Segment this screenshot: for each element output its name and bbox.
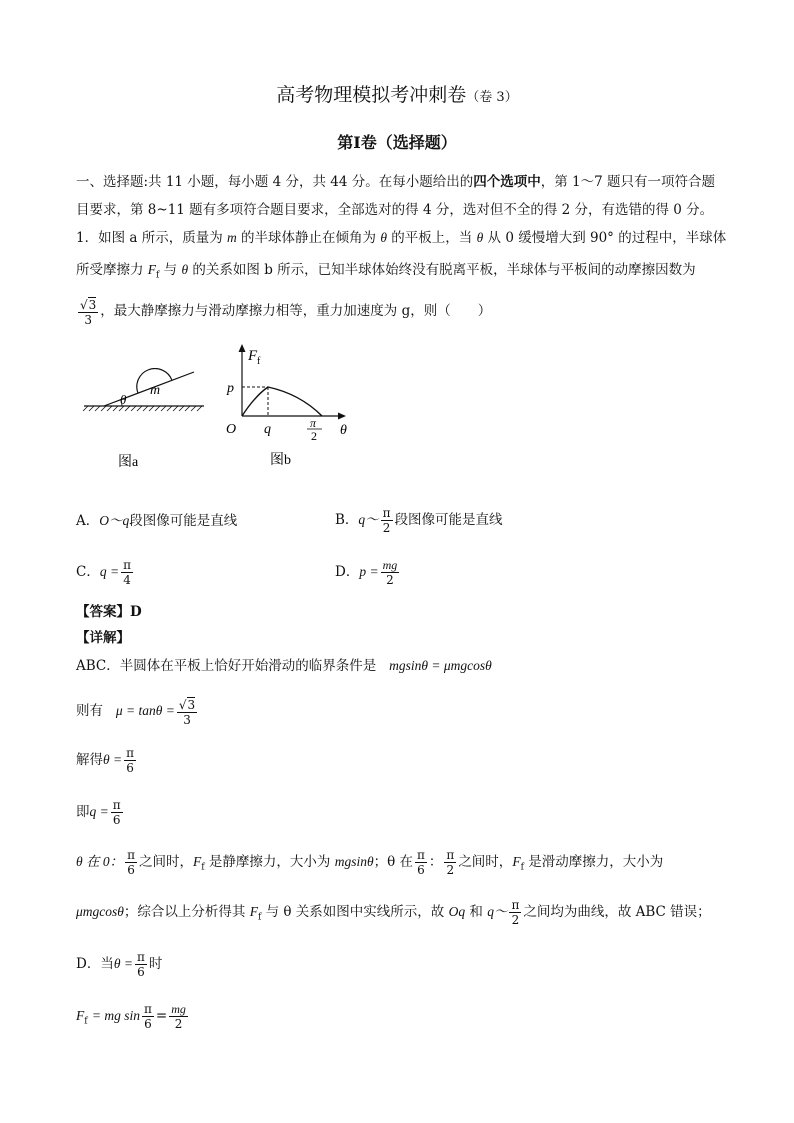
q-var-theta: θ: [476, 230, 484, 245]
var-f-sub: f: [257, 912, 262, 923]
frac-den: 2: [511, 913, 520, 927]
frac-num: π: [136, 950, 145, 964]
var-F: F: [249, 904, 258, 919]
option-c-text: q =: [99, 564, 120, 579]
solution-text: 即: [76, 804, 90, 820]
option-a[interactable]: [76, 511, 237, 531]
frac-den: 6: [127, 863, 135, 877]
frac-mg-2: [169, 1002, 188, 1031]
fig-a-theta-label: θ: [120, 392, 127, 407]
frac-num: π: [112, 798, 121, 812]
frac-pi-6: [142, 1002, 154, 1031]
solution-text: θ 在 0：: [76, 854, 124, 869]
frac-pi-2: [509, 898, 521, 927]
solution-theta-eq: θ =: [113, 956, 133, 971]
frac-num: π: [446, 848, 455, 862]
option-d-prefix: D．: [335, 564, 360, 580]
frac-num: π: [144, 1002, 152, 1016]
solution-equals: =: [155, 1008, 168, 1024]
frac-den: 6: [417, 863, 425, 877]
fig-b-q-label: q: [264, 422, 271, 437]
frac-den: 2: [386, 573, 394, 587]
solution-text: ；综合以上分析得其: [123, 904, 250, 920]
q-text: 1．如图 a 所示，质量为: [76, 230, 228, 246]
detail-label: 【详解】: [76, 630, 130, 646]
option-b-frac: [381, 506, 393, 535]
option-a-prefix: A．: [76, 513, 100, 529]
q-text: ，最大静摩擦力与滑动摩擦力相等，重力加速度为 g，则（ ）: [100, 303, 492, 319]
solution-text: 之间均为曲线，故 ABC 错误；: [523, 904, 711, 920]
solution-text: ：: [428, 854, 443, 870]
solution-mu-line: [76, 694, 199, 728]
q-text: 与: [159, 262, 182, 278]
solution-q-frac: [111, 798, 123, 827]
var-F: F: [193, 854, 202, 869]
solution-text: 是静摩擦力，大小为: [204, 854, 335, 870]
frac-den: 6: [137, 965, 145, 979]
instructions-text: ，第 1～7 题只有一项符合题: [540, 174, 716, 190]
solution-text: D．当: [76, 956, 114, 972]
frac-num: π: [382, 506, 391, 520]
frac-den: 6: [144, 1017, 152, 1031]
option-b-range: q～: [358, 512, 379, 527]
solution-abc-line: [76, 656, 492, 676]
mu-numerator: 3: [88, 297, 97, 312]
option-d-frac: [381, 558, 400, 587]
solution-text: 与 θ 关系如图中实线所示，故: [261, 904, 449, 920]
frac-den: 6: [112, 813, 121, 827]
q-text: 从 0 缓慢增大到 90° 的过程中，半球体: [483, 230, 727, 246]
solution-ff-line: [76, 1000, 190, 1038]
frac-den: 2: [446, 863, 455, 877]
option-b-prefix: B．: [335, 512, 359, 528]
frac-num: mg: [382, 558, 398, 572]
mu-denominator: 3: [84, 312, 92, 327]
frac-pi-6: [135, 950, 147, 979]
fig-b-p-label: p: [227, 381, 234, 396]
solution-mu-eq: μ = tanθ =: [115, 703, 175, 718]
q-var-m: m: [227, 230, 237, 245]
fig-b-x-arrow: [338, 413, 346, 420]
option-c-frac: [121, 558, 133, 587]
solution-oq: Oq: [448, 904, 466, 919]
section-heading: 第Ⅰ卷（选择题）: [337, 133, 457, 152]
answer-label: 【答案】D: [76, 604, 142, 620]
q-text: 的关系如图 b 所示，已知半球体始终没有脱离平板，半球体与平板间的动摩擦因数为: [188, 262, 696, 278]
option-c-prefix: C．: [76, 564, 100, 580]
q-text: 的半球体静止在倾角为: [236, 230, 381, 246]
fig-a-hatch: [83, 406, 202, 411]
solution-text: ；θ 在: [373, 854, 414, 870]
fig-a-incline: [104, 372, 194, 406]
fig-b-pi-label: π: [310, 416, 317, 430]
frac-den: 2: [382, 521, 391, 535]
q-var-theta: θ: [181, 262, 189, 277]
frac-num: π: [511, 898, 520, 912]
solution-para-1: [76, 846, 663, 884]
solution-q-line: [76, 796, 125, 828]
instructions-bold: 四个选项中: [473, 174, 541, 190]
frac-den: 3: [183, 712, 191, 727]
fig-b-origin-label: O: [226, 422, 237, 437]
instructions-line-2: 目要求，第 8~11 题有多项符合题目要求，全部选对的得 4 分，选对但不全的得 2 分，有选错的得 0 分。: [76, 202, 714, 218]
solution-text: ABC．半圆体在平板上恰好开始滑动的临界条件是: [76, 658, 377, 674]
frac-num: mg: [171, 1002, 186, 1016]
solution-ff-eq: = mg sin: [91, 1008, 141, 1023]
figure-b: [222, 342, 362, 468]
frac-num: π: [123, 558, 131, 572]
frac-den: 2: [174, 1017, 183, 1031]
fig-a-mass-label: m: [150, 383, 161, 398]
fig-b-two-label: 2: [311, 429, 317, 443]
frac-num: π: [127, 848, 136, 862]
frac-num: π: [126, 746, 135, 760]
frac-pi-6: [125, 848, 137, 877]
solution-mu-frac: $\frac{√3}{3}$: [178, 697, 196, 727]
title-main: 高考物理模拟考冲刺卷: [276, 84, 467, 106]
var-F: F: [76, 1008, 85, 1023]
q-text: 的平板上，当: [387, 230, 477, 246]
q-text: 所受摩擦力: [76, 262, 148, 278]
fig-a-caption: 图a: [118, 455, 139, 468]
solution-text: 和: [465, 904, 488, 920]
option-a-text: 段图像可能是直线: [129, 513, 238, 529]
solution-theta-frac: [124, 746, 136, 775]
fig-b-theta-label: θ: [340, 423, 347, 438]
title-volume: （卷 3）: [466, 90, 518, 105]
option-d-text: p =: [359, 564, 379, 579]
question-line-1: [76, 228, 726, 248]
fig-b-y-arrow: [239, 344, 246, 352]
fig-b-caption: 图b: [270, 453, 291, 468]
solution-q-eq: q =: [89, 804, 109, 819]
solution-text: 之间时，: [458, 854, 513, 870]
question-line-3: [76, 296, 491, 327]
page-title: [0, 80, 794, 107]
solution-text: 则有: [76, 703, 103, 719]
solution-para-2: [76, 896, 711, 934]
solution-text: 之间时，: [139, 854, 194, 870]
fig-b-curve: [242, 387, 322, 416]
option-c[interactable]: [76, 556, 135, 588]
solution-mucos: μmgcosθ: [76, 904, 124, 919]
var-f-sub: f: [84, 1016, 88, 1027]
fig-b-f-sub: f: [257, 356, 261, 367]
var-f-sub: f: [520, 862, 524, 873]
option-d[interactable]: [335, 556, 401, 588]
question-line-2: [76, 260, 696, 286]
instructions-text: 一、选择题:共 11 小题，每小题 4 分，共 44 分。在每小题给出的: [76, 174, 474, 190]
var-f-sub: f: [201, 862, 205, 873]
option-b[interactable]: [335, 504, 503, 536]
figure-a: [80, 368, 210, 468]
q-var-F: F: [147, 262, 157, 277]
q-var-theta: θ: [380, 230, 387, 245]
frac-num: 3: [187, 697, 196, 712]
solution-critical-eq: mgsinθ = μmgcosθ: [389, 658, 492, 673]
fig-b-F-label: F: [248, 348, 258, 364]
option-b-text: 段图像可能是直线: [394, 512, 503, 528]
solution-theta-line: [76, 744, 138, 776]
solution-theta-eq: θ =: [103, 752, 123, 767]
var-F: F: [512, 854, 521, 869]
solution-q-range: q～: [487, 904, 508, 919]
solution-mgsin: mgsinθ: [334, 854, 374, 869]
frac-pi-2: [444, 848, 456, 877]
frac-num: π: [417, 848, 425, 862]
instructions-line-1: [76, 172, 715, 192]
solution-d-line: [76, 948, 162, 980]
solution-text: 时: [148, 956, 163, 972]
mu-fraction: $\frac{√3}{3}$: [80, 297, 97, 327]
solution-text: 是滑动摩擦力，大小为: [523, 854, 664, 870]
frac-den: 4: [123, 573, 131, 587]
option-a-range: O～q: [99, 513, 130, 528]
q-var-f-sub: f: [156, 270, 160, 281]
frac-den: 6: [126, 761, 134, 775]
solution-text: 解得: [76, 752, 103, 768]
frac-pi-6: [415, 848, 427, 877]
